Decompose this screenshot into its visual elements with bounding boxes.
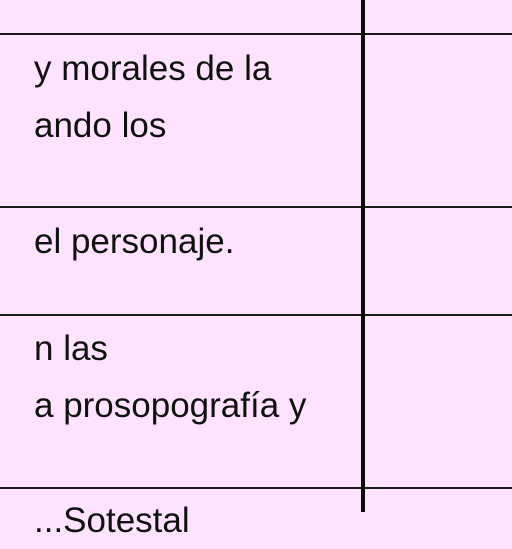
cell-line: y morales de la [34, 49, 272, 88]
cell-line: ...Sotestal [34, 501, 190, 540]
table-cell-empty [365, 489, 512, 512]
table-cell-empty [365, 208, 512, 314]
cell-line: ando los [34, 106, 167, 145]
table-cell-empty [365, 316, 512, 487]
table-cell-text [34, 492, 360, 549]
table-cell-empty [365, 35, 512, 206]
table-cell-text [34, 40, 360, 154]
table-cell-text [34, 213, 360, 270]
table-cell-empty [365, 0, 512, 33]
table-cell-text [34, 320, 360, 434]
cell-line: el personaje. [34, 222, 235, 261]
cell-line: a prosopografía y [34, 386, 307, 425]
cell-line: n las [34, 329, 108, 368]
